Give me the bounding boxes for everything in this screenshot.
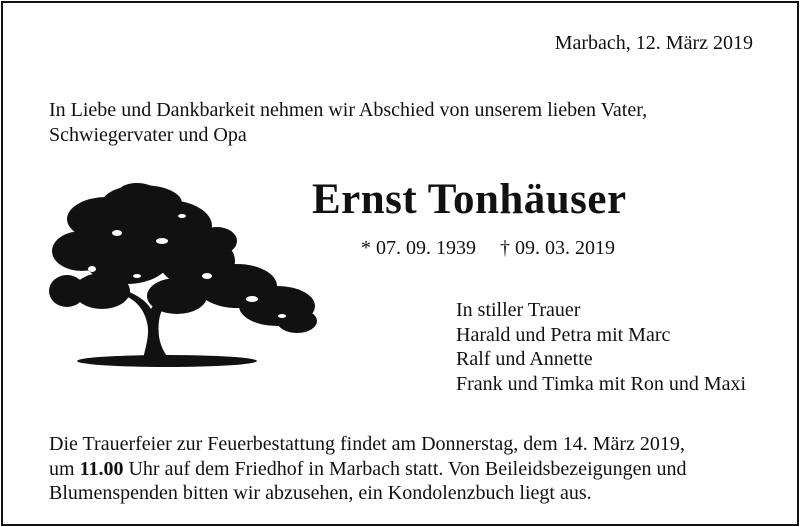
service-time: 11.00 [79, 457, 124, 480]
service-text: um [49, 457, 80, 480]
intro-line: Schwiegervater und Opa [49, 124, 247, 146]
life-dates [361, 237, 615, 260]
service-line [49, 457, 687, 482]
service-text: Uhr auf dem Friedhof in Marbach statt. Von Beileidsbezeigungen und [123, 457, 687, 480]
mourners-line: Harald und Petra mit Marc [456, 323, 671, 346]
service-line: Blumenspenden bitten wir abzusehen, ein Kondolenzbuch liegt aus. [49, 482, 592, 504]
mourners-list [456, 298, 746, 396]
mourners-line: Frank und Timka mit Ron und Maxi [456, 372, 747, 395]
deceased-name: Ernst Tonhäuser [312, 176, 627, 223]
intro-text [49, 98, 709, 148]
intro-line: In Liebe und Dankbarkeit nehmen wir Abschied von unserem lieben Vater, [49, 99, 648, 121]
mourners-line: Ralf und Annette [456, 348, 593, 370]
service-line: Die Trauerfeier zur Feuerbestattung findet am Donnerstag, dem 14. März 2019, [49, 433, 685, 455]
tree-illustration [47, 181, 319, 367]
service-info [49, 432, 687, 506]
obituary-frame [1, 1, 799, 526]
mourners-line: In stiller Trauer [456, 299, 581, 321]
place-date: Marbach, 12. März 2019 [554, 32, 753, 54]
death-date: † 09. 03. 2019 [500, 237, 615, 259]
birth-date: * 07. 09. 1939 [361, 237, 476, 259]
